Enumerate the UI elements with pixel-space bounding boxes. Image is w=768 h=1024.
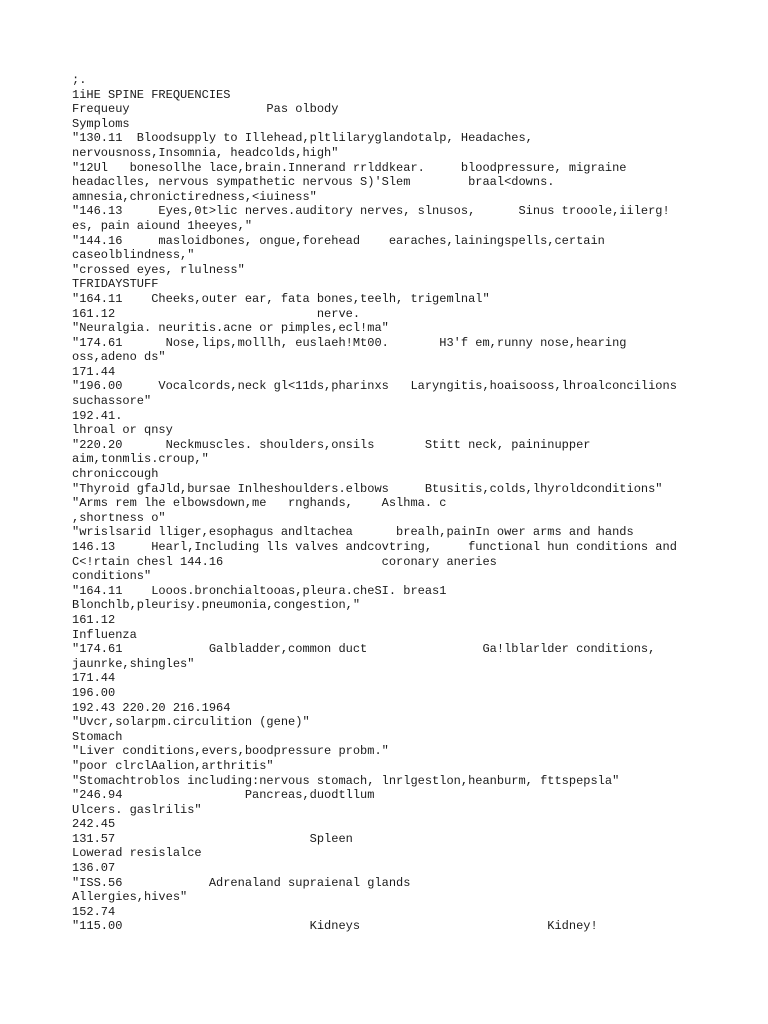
text-line: "wrislsarid lliger,esophagus andltachea brealh,painIn ower arms and hands [72,525,634,540]
text-line: "Arms rem lhe elbowsdown,me rnghands, Aslhma. c [72,496,447,511]
text-line: "164.11 Cheeks,outer ear, fata bones,teelh, trigemlnal" [72,291,490,306]
text-line: 242.45 [72,817,116,832]
text-line: conditions" [72,569,152,584]
text-line: headaclles, nervous sympathetic nervous S)'Slem braal<downs. [72,175,555,190]
text-line: "Neuralgia. neuritis.acne or pimples,ecl!ma" [72,321,389,336]
text-line: "174.61 Galbladder,common duct Ga!lblarlder conditions, [72,642,656,657]
text-line: C<!rtain chesl 144.16 coronary aneries [72,554,497,569]
text-line: aim,tonmlis.croup," [72,452,209,467]
text-line: Blonchlb,pleurisy.pneumonia,congestion," [72,598,361,613]
text-line: 146.13 Hearl,Including lls valves andcovtring, functional hun conditions and [72,540,677,554]
text-line: 192.43 220.20 216.1964 [72,700,231,715]
text-line: Lowerad resislalce [72,846,202,861]
text-line: Ulcers. gaslrilis" [72,802,202,817]
text-line: "Thyroid gfaJld,bursae Inlheshoulders.elbows Btusitis,colds,lhyroldconditions" [72,481,663,496]
text-line: "poor clrclAalion,arthritis" [72,758,274,773]
text-line: "196.00 Vocalcords,neck gl<11ds,pharinxs Laryngitis,hoaisooss,lhroalconcilions [72,379,677,394]
column-header: Symploms [72,116,130,131]
text-line: 136.07 [72,861,116,876]
text-line: ,shortness o" [72,510,166,525]
text-line: "Uvcr,solarpm.circulition (gene)" [72,715,310,730]
text-line: "220.20 Neckmuscles. shoulders,onsils Stitt neck, paininupper [72,437,591,452]
text-line: 131.57 Spleen [72,831,353,846]
column-header: Frequeuy Pas olbody [72,102,339,117]
text-line: "crossed eyes, rlulness" [72,262,245,277]
text-line: Influenza [72,627,137,642]
text-line: oss,adeno ds" [72,350,166,365]
text-line: "12Ul bonesollhe lace,brain.Innerand rrlddkear. bloodpressure, migraine [72,160,627,175]
text-line: lhroal or qnsy [72,423,173,438]
spine-frequencies-text [72,73,722,934]
text-line: Stomach [72,729,123,744]
document-title: 1iHE SPINE FREQUENCIES [72,87,231,102]
text-line: 161.12 nerve. [72,306,361,321]
text-line: "Stomachtroblos including:nervous stomach, lnrlgestlon,heanburm, fttspepsla" [72,773,620,788]
text-line: "Liver conditions,evers,boodpressure probm." [72,744,389,759]
text-line: "ISS.56 Adrenaland supraienal glands [72,875,411,890]
text-line: 152.74 [72,904,116,919]
text-line: 196.00 [72,685,116,700]
text-line: "164.11 Looos.bronchialtooas,pleura.cheSI. breas1 [72,583,447,598]
text-line: jaunrke,shingles" [72,656,195,671]
text-line: nervousnoss,Insomnia, headcolds,high" [72,145,339,160]
text-line: 171.44 [72,671,116,686]
text-line: ;. [72,73,87,87]
text-line: es, pain aiound 1heeyes," [72,218,253,233]
text-line: suchassore" [72,394,152,409]
text-line: "246.94 Pancreas,duodtllum [72,788,375,803]
text-line: "174.61 Nose,lips,molllh, euslaeh!Mt00. H3'f em,runny nose,hearing [72,335,627,350]
text-line: "130.11 Bloodsupply to Illehead,pltlilaryglandotalp, Headaches, [72,131,533,146]
text-line: "144.16 masloidbones, ongue,forehead earaches,lainingspells,certain [72,233,605,248]
text-line: 171.44 [72,364,116,379]
text-line: "115.00 Kidneys Kidney! [72,919,598,934]
text-line: 161.12 [72,612,116,627]
text-line: amnesia,chronictiredness,<iuiness" [72,189,317,204]
text-line: chroniccough [72,467,159,482]
text-line: "146.13 Eyes,0t>lic nerves.auditory nerves, slnusos, Sinus trooole,iilerg! [72,204,670,219]
section-heading: TFRIDAYSTUFF [72,277,159,292]
text-line: 192.41. [72,408,123,423]
text-line: Allergies,hives" [72,890,188,905]
text-line: caseolblindness," [72,248,195,263]
